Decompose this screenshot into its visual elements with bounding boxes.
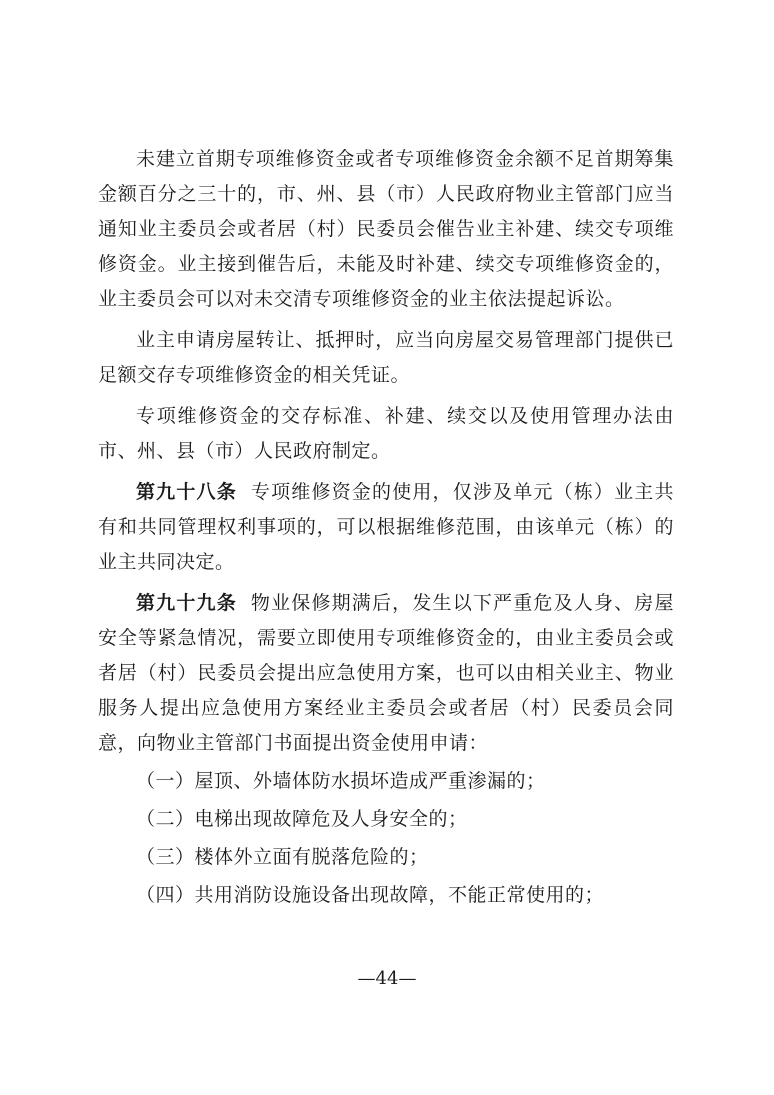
paragraph-transfer-certificate: 业主申请房屋转让、抵押时，应当向房屋交易管理部门提供已足额交存专项维修资金的相关凭证。: [98, 329, 674, 386]
list-item-facade-danger: （三）楼体外立面有脱落危险的；: [136, 846, 429, 868]
paragraph-supplementary-deposit: 未建立首期专项维修资金或者专项维修资金余额不足首期筹集金额百分之三十的，市、州、县（市）人民政府物业主管部门应当通知业主委员会或者居（村）民委员会催告业主补建、续交专项维修资金。业主接到催告后，未能及时补建、续交专项维修资金的，业主委员会可以对未交清专项维修资金的业主依法提起诉讼。: [98, 148, 674, 310]
page-number: —44—: [357, 968, 417, 989]
document-body: [98, 142, 674, 916]
article-99: [98, 586, 674, 761]
article-98-text: 专项维修资金的使用，仅涉及单元（栋）业主共有和共同管理权利事项的，可以根据维修范围，由该单元（栋）的业主共同决定。: [98, 481, 674, 573]
list-item-roof-leak: （一）屋顶、外墙体防水损坏造成严重渗漏的；: [136, 770, 546, 792]
article-98-label: 第九十八条: [136, 481, 237, 503]
list-item-fire-equipment: （四）共用消防设施设备出现故障，不能正常使用的；: [136, 884, 605, 906]
article-99-label: 第九十九条: [136, 592, 237, 614]
article-99-text: 物业保修期满后，发生以下严重危及人身、房屋安全等紧急情况，需要立即使用专项维修资金的，由业主委员会或者居（村）民委员会提出应急使用方案，也可以由相关业主、物业服务人提出应急使用方案经业主委员会或者居（村）民委员会同意，向物业主管部门书面提出资金使用申请：: [98, 592, 674, 754]
article-98: [98, 475, 674, 580]
paragraph-deposit-standards: 专项维修资金的交存标准、补建、续交以及使用管理办法由市、州、县（市）人民政府制定。: [98, 405, 674, 462]
list-item-elevator-fault: （二）电梯出现故障危及人身安全的；: [136, 808, 468, 830]
